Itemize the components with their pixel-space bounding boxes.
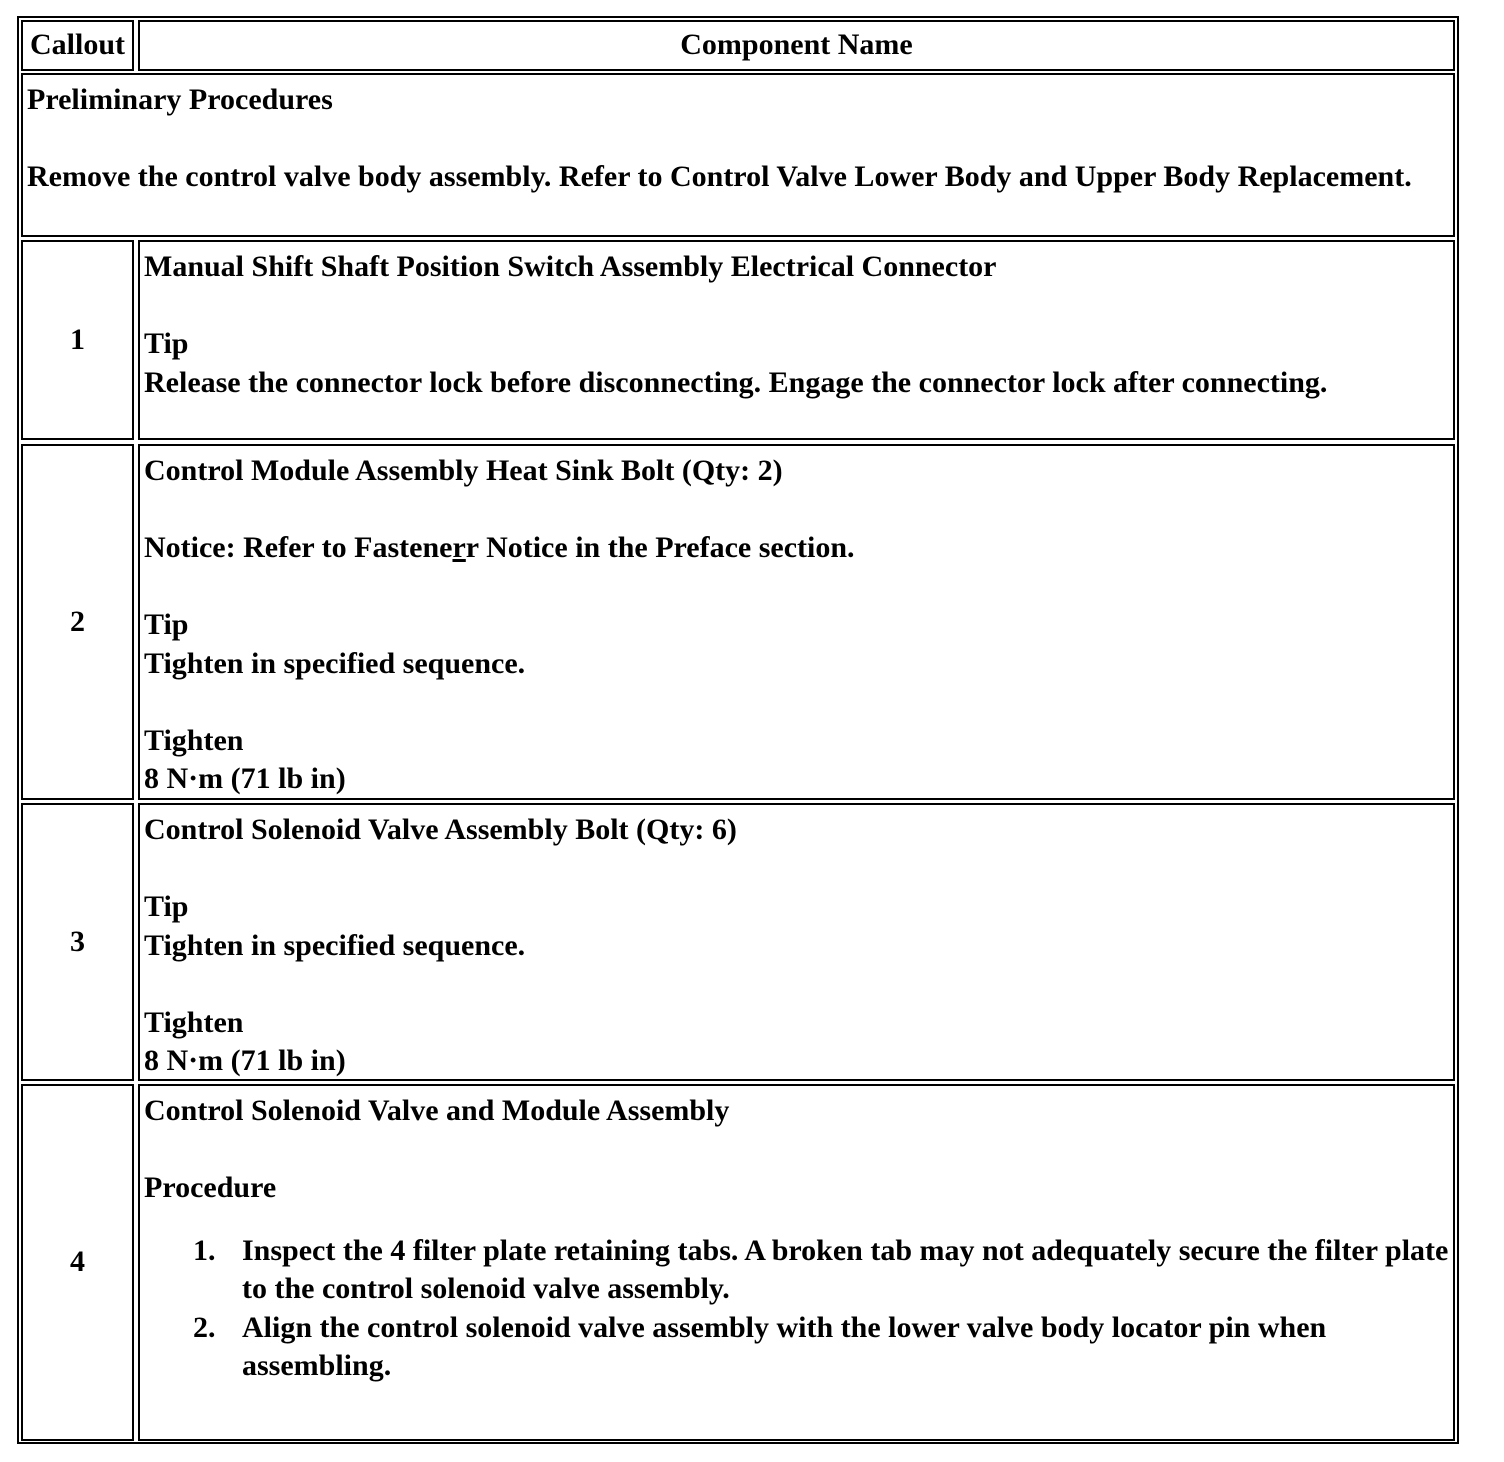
component-cell-3 xyxy=(138,803,1455,1081)
header-component-label: Component Name xyxy=(680,28,913,62)
callout-cell-3 xyxy=(21,803,134,1081)
tighten-label: Tighten xyxy=(144,723,244,757)
preliminary-procedures xyxy=(21,73,1455,237)
notice-text-end: r Notice in the Preface section. xyxy=(465,531,855,564)
procedure-step xyxy=(144,1309,1449,1386)
component-name: Control Solenoid Valve Assembly Bolt (Qty: 6) xyxy=(144,813,737,846)
callout-cell-1 xyxy=(21,240,134,440)
callout-cell-4 xyxy=(21,1084,134,1441)
tip-label: Tip xyxy=(144,608,189,641)
header-component-name xyxy=(138,20,1455,71)
component-cell-4 xyxy=(138,1084,1455,1441)
tip-text: Tighten in specified sequence. xyxy=(144,928,526,962)
tighten-label: Tighten xyxy=(144,1005,244,1039)
tighten-value: 8 N·m (71 lb in) xyxy=(144,1044,346,1077)
step-text: Align the control solenoid valve assembly with the lower valve body locator pin when assembling. xyxy=(242,1310,1327,1382)
notice-text-start: Notice: Refer to Fastene xyxy=(144,531,453,564)
step-number: 1. xyxy=(193,1233,216,1267)
notice-underlined-char: r xyxy=(452,531,466,564)
callout-number: 4 xyxy=(70,1245,85,1279)
component-name: Control Module Assembly Heat Sink Bolt (Qty: 2) xyxy=(144,454,783,487)
component-name: Control Solenoid Valve and Module Assembly xyxy=(144,1094,730,1127)
callout-cell-2 xyxy=(21,444,134,800)
component-cell-2 xyxy=(138,444,1455,800)
preliminary-text: Remove the control valve body assembly. Refer to Control Valve Lower Body and Upper Body Replacement. xyxy=(27,160,1412,193)
callout-number: 3 xyxy=(70,924,85,958)
component-cell-1 xyxy=(138,240,1455,440)
callout-number: 2 xyxy=(70,604,85,638)
procedure-step xyxy=(144,1232,1449,1309)
tip-label: Tip xyxy=(144,890,189,923)
tip-text: Release the connector lock before disconnecting. Engage the connector lock after connecting. xyxy=(144,365,1328,399)
step-text: Inspect the 4 filter plate retaining tabs. A broken tab may not adequately secure the filter plate to the control solenoid valve assembly. xyxy=(242,1233,1449,1305)
tighten-value: 8 N·m (71 lb in) xyxy=(144,762,346,795)
component-name: Manual Shift Shaft Position Switch Assembly Electrical Connector xyxy=(144,250,997,283)
procedure-label: Procedure xyxy=(144,1171,277,1204)
procedure-steps xyxy=(144,1232,1449,1386)
header-callout-label: Callout xyxy=(29,28,125,62)
callout-number: 1 xyxy=(70,322,85,356)
preliminary-title: Preliminary Procedures xyxy=(27,83,333,116)
notice-text xyxy=(144,529,1449,568)
step-number: 2. xyxy=(193,1310,216,1344)
tip-label: Tip xyxy=(144,327,189,360)
tip-text: Tighten in specified sequence. xyxy=(144,646,526,680)
header-callout xyxy=(21,20,134,71)
